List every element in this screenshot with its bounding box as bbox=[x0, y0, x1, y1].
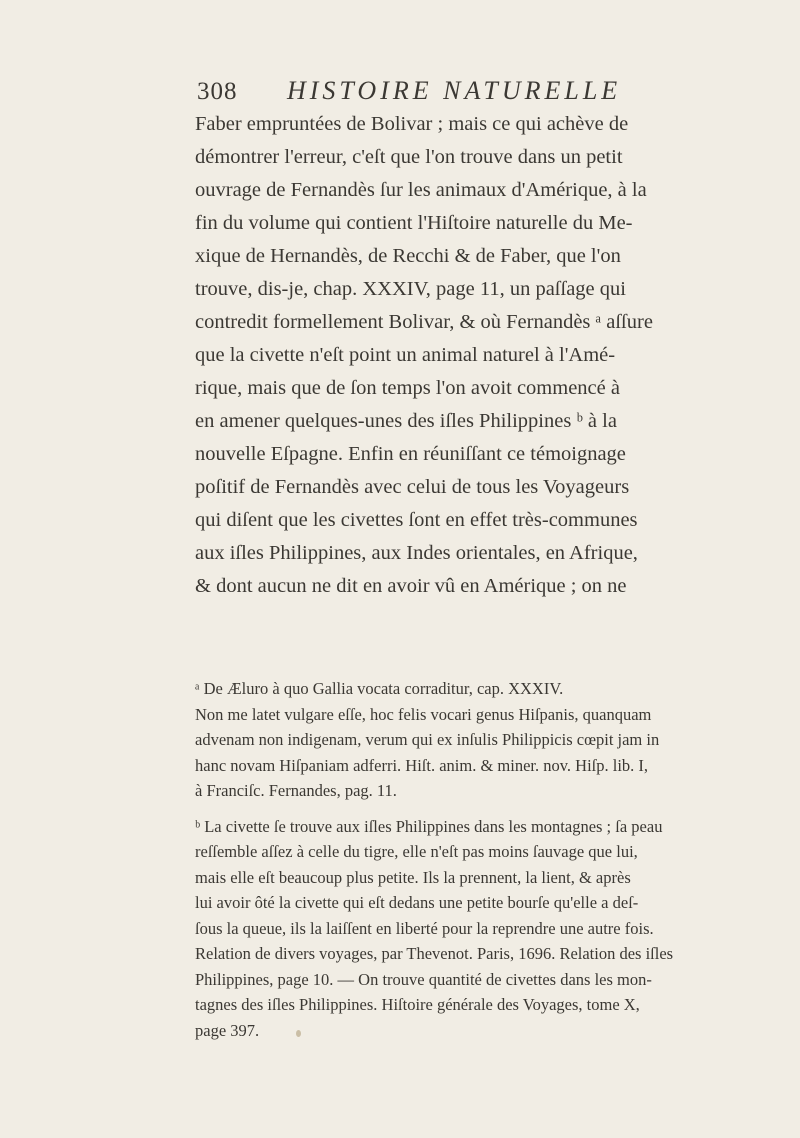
text-line: que la civette n'eſt point un animal naturel à l'Amé- bbox=[195, 344, 616, 366]
text-line: contredit formellement Bolivar, & où Fernandès ᵃ aſſure bbox=[195, 311, 653, 333]
footnote-line: ᵇ La civette ſe trouve aux iſles Philippines dans les montagnes ; ſa peau bbox=[195, 816, 663, 836]
footnote-line: Non me latet vulgare eſſe, hoc felis vocari genus Hiſpanis, quanquam bbox=[195, 704, 652, 724]
footnotes bbox=[195, 676, 674, 1043]
text-line: en amener quelques-unes des iſles Philippines ᵇ à la bbox=[195, 410, 617, 432]
main-text bbox=[195, 108, 653, 603]
text-line: qui diſent que les civettes ſont en effet très-communes bbox=[195, 509, 638, 531]
footnote-line: à Franciſc. Fernandes, pag. 11. bbox=[195, 781, 397, 800]
text-line: trouve, dis-je, chap. XXXIV, page 11, un paſſage qui bbox=[195, 278, 626, 300]
footnote-line: hanc novam Hiſpaniam adferri. Hiſt. anim. & miner. nov. Hiſp. lib. I, bbox=[195, 755, 649, 775]
text-line: démontrer l'erreur, c'eſt que l'on trouve dans un petit bbox=[195, 146, 623, 168]
running-title: HISTOIRE NATURELLE bbox=[287, 76, 622, 105]
text-line: fin du volume qui contient l'Hiſtoire naturelle du Me- bbox=[195, 212, 633, 234]
footnote-line: lui avoir ôté la civette qui eſt dedans une petite bourſe qu'elle a deſ- bbox=[195, 893, 639, 912]
ink-speck bbox=[296, 1030, 301, 1037]
text-line: poſitif de Fernandès avec celui de tous les Voyageurs bbox=[195, 476, 630, 498]
footnote-b bbox=[195, 814, 674, 1044]
text-line: Faber empruntées de Bolivar ; mais ce qui achève de bbox=[195, 113, 629, 135]
text-line: ouvrage de Fernandès ſur les animaux d'Amérique, à la bbox=[195, 179, 647, 201]
footnote-line: ᵃ De Æluro à quo Gallia vocata corraditur, cap. XXXIV. bbox=[195, 679, 564, 698]
page-number: 308 bbox=[197, 78, 238, 105]
footnote-line: tagnes des iſles Philippines. Hiſtoire générale des Voyages, tome X, bbox=[195, 995, 640, 1014]
text-line: & dont aucun ne dit en avoir vû en Amérique ; on ne bbox=[195, 575, 627, 597]
text-line: nouvelle Eſpagne. Enfin en réuniſſant ce témoignage bbox=[195, 443, 626, 465]
footnote-line: Relation de divers voyages, par Thevenot. Paris, 1696. Relation des iſles bbox=[195, 944, 674, 963]
footnote-line: Philippines, page 10. — On trouve quantité de civettes dans les mon- bbox=[195, 969, 652, 989]
footnote-line: mais elle eſt beaucoup plus petite. Ils la prennent, la lient, & après bbox=[195, 867, 631, 887]
text-line: xique de Hernandès, de Recchi & de Faber, que l'on bbox=[195, 245, 621, 267]
footnote-line: ſous la queue, ils la laiſſent en liberté pour la reprendre une autre fois. bbox=[195, 918, 654, 938]
footnote-line: advenam non indigenam, verum qui ex inſulis Philippicis cœpit jam in bbox=[195, 730, 660, 749]
footnote-line: page 397. bbox=[195, 1020, 260, 1040]
footnote-a bbox=[195, 676, 660, 804]
footnote-line: reſſemble aſſez à celle du tigre, elle n'eſt pas moins ſauvage que lui, bbox=[195, 842, 638, 861]
text-line: aux iſles Philippines, aux Indes orientales, en Afrique, bbox=[195, 542, 638, 564]
text-line: rique, mais que de ſon temps l'on avoit commencé à bbox=[195, 377, 620, 399]
